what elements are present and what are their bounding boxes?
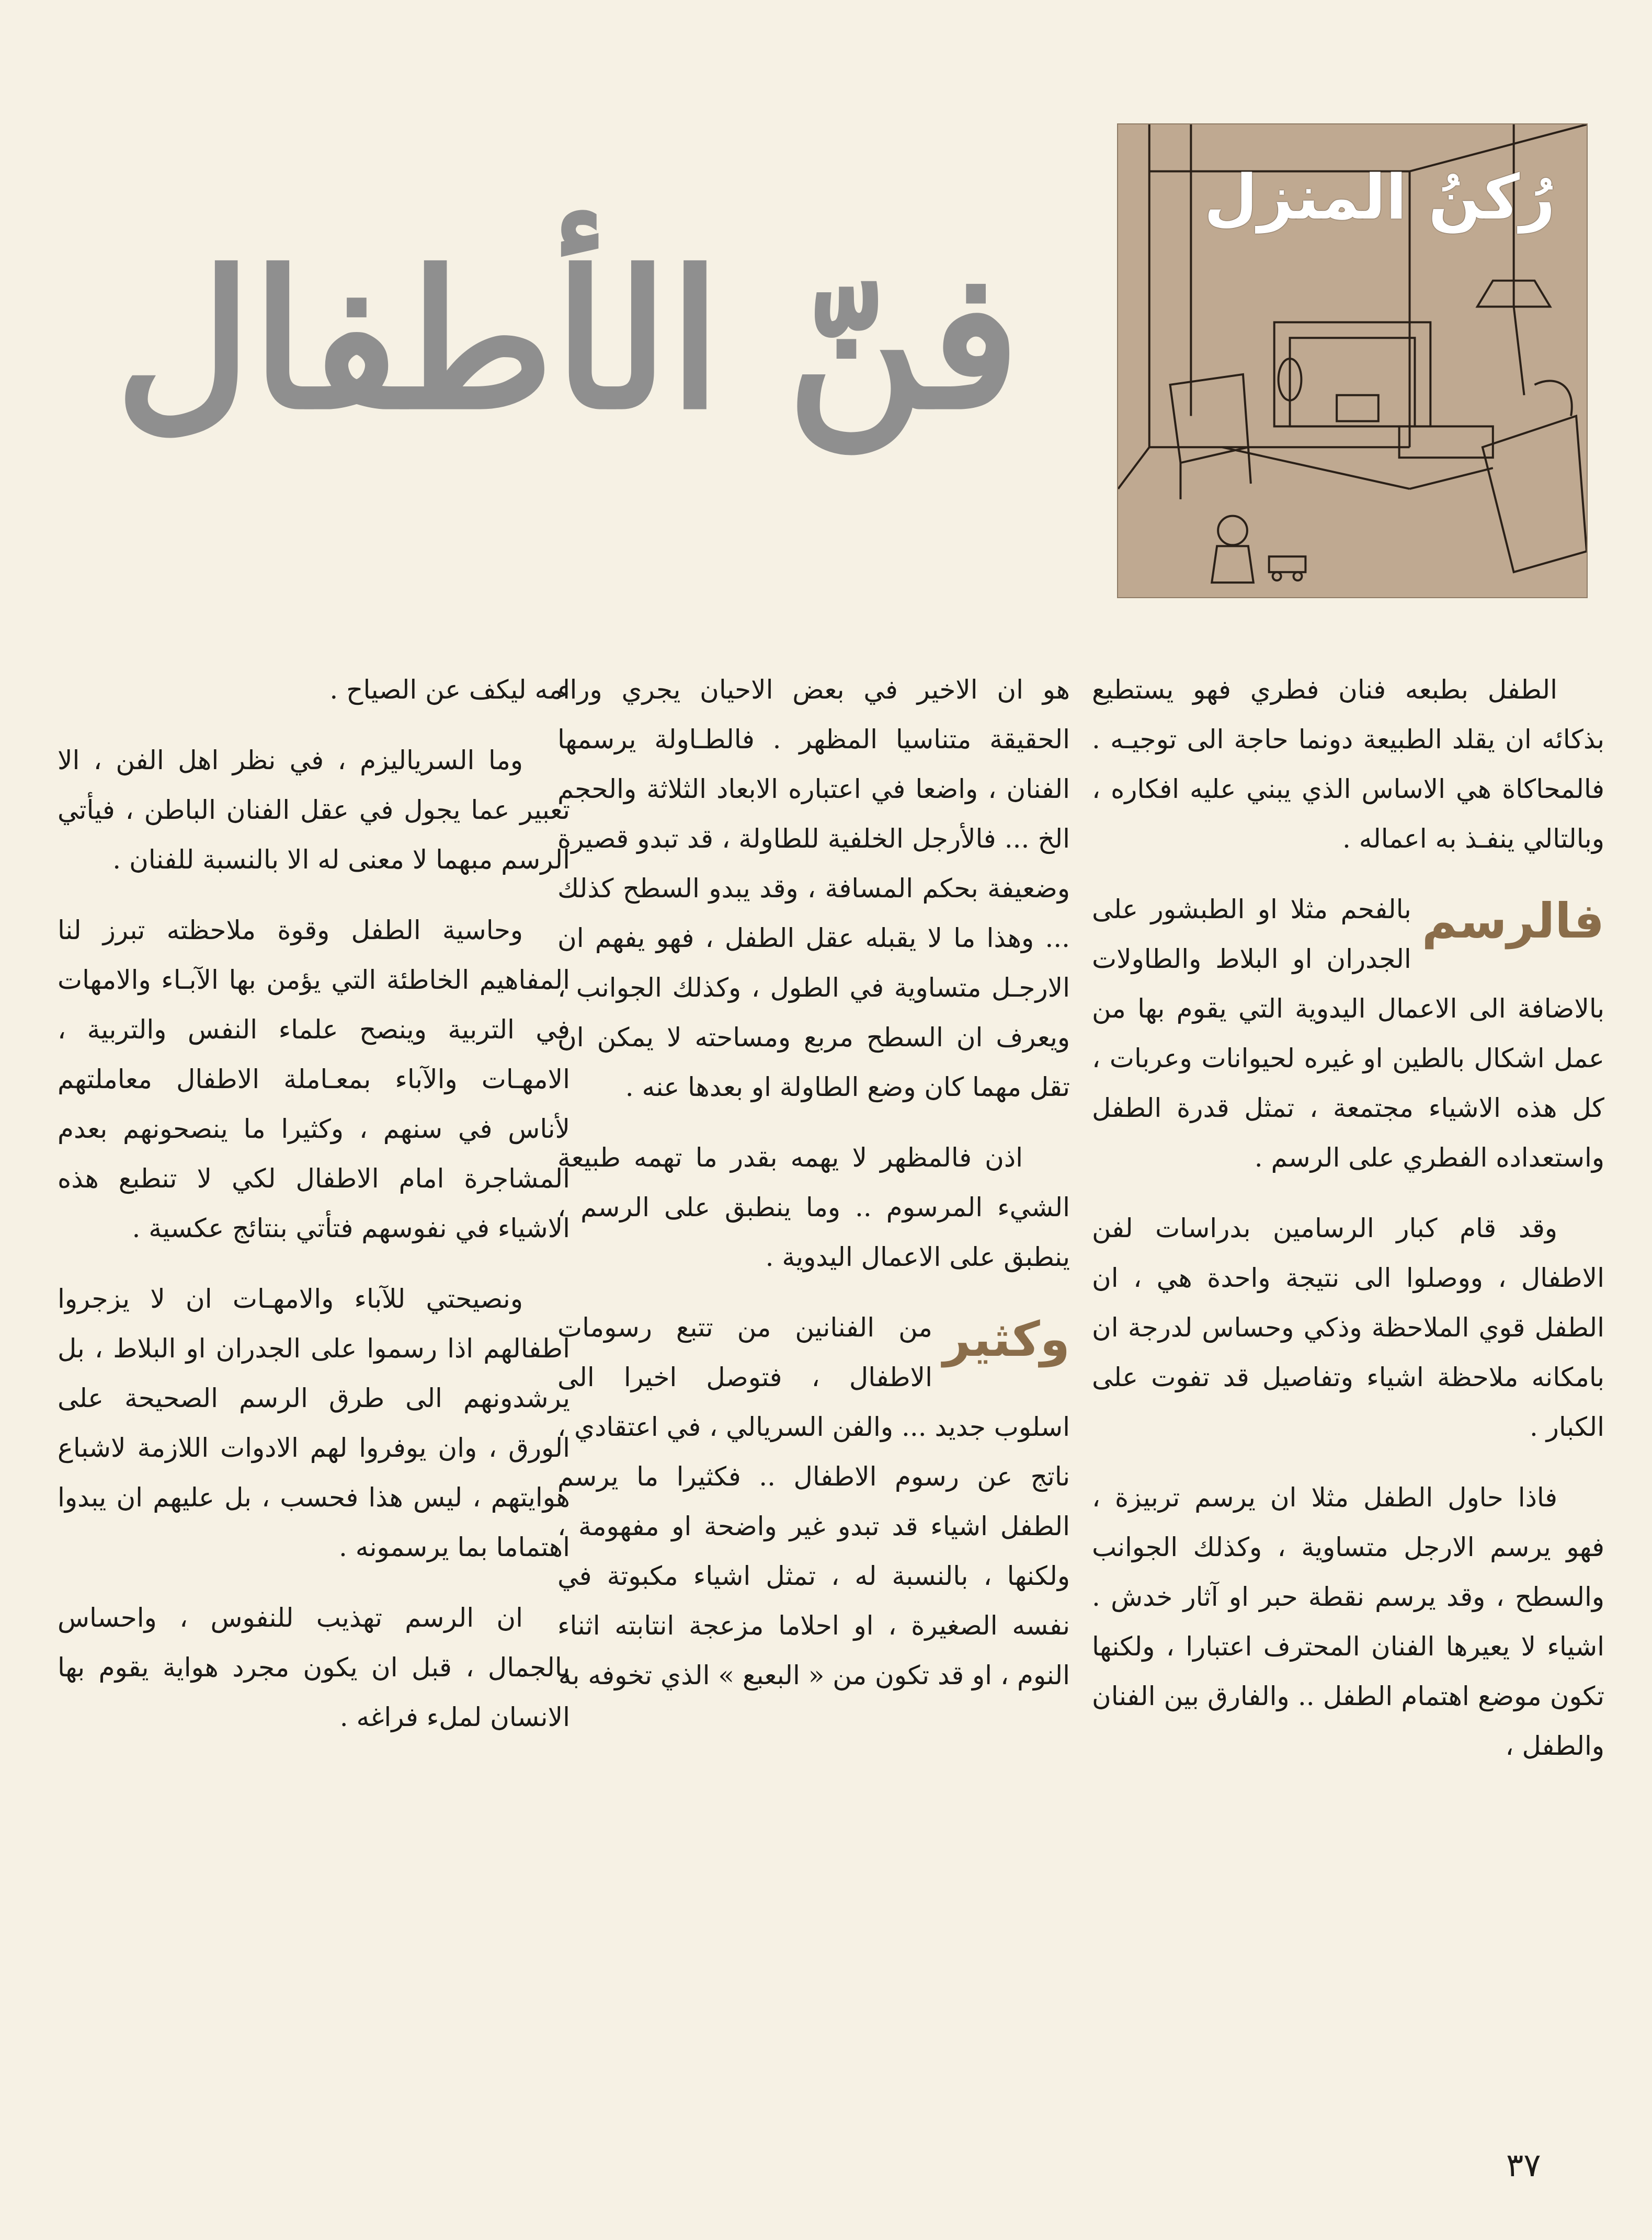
side-heading: وكثير <box>942 1311 1070 1367</box>
paragraph-text: من الفنانين من تتبع رسومات الاطفال ، فتوصل اخيرا الى اسلوب جديد ... والفن السريالي ، في اعتقادي ، ناتج عن رسوم الاطفال .. فكثيرا ما يرسم الطفل اشياء قد تبدو غير واضحة او مفهومة ، ولكنها ، بالنسبة له ، تمثل اشياء مكبوتة في نفسه الصغيرة ، او احلاما مزعجة انتابته اثناء النوم ، او قد تكون من « البعبع » الذي تخوفه به <box>557 1312 1070 1690</box>
side-heading: فالرسم <box>1421 893 1604 949</box>
paragraph <box>1092 885 1604 1183</box>
paragraph: وما السرياليزم ، في نظر اهل الفن ، الا تعبير عما يجول في عقل الفنان الباطن ، فيأتي الرسم مبهما لا معنى له الا بالنسبة للفنان . <box>58 745 570 875</box>
paragraph: الطفل بطبعه فنان فطري فهو يستطيع بذكائه ان يقلد الطبيعة دونما حاجة الى توجيـه . فالمحاكاة هي الاساس الذي يبني عليه افكاره ، وبالتالي ينفـذ به اعماله . <box>1092 675 1604 854</box>
paragraph: امه ليكف عن الصياح . <box>329 675 570 705</box>
paragraph: اذن فالمظهر لا يهمه بقدر ما تهمه طبيعة الشيء المرسوم .. وما ينطبق على الرسم ، ينطبق على الاعمال اليدوية . <box>557 1142 1070 1272</box>
paragraph: وحاسية الطفل وقوة ملاحظته تبرز لنا المفاهيم الخاطئة التي يؤمن بها الآبـاء والامهات في التربية وينصح علماء النفس والتربية ، الامهـات والآباء بمعـاملة الاطفال معاملتهم لأناس في سنهم ، وكثيرا ما ينصحونهم بعدم المشاجرة امام الاطفال لكي لا تنطبع هذه الاشياء في نفوسهم فتأتي بنتائج عكسية . <box>58 915 570 1243</box>
main-title: فنّ الأطفال <box>115 229 1020 451</box>
paragraph <box>557 1303 1070 1700</box>
article-column-left <box>58 665 570 1763</box>
living-room-illustration <box>1117 123 1588 598</box>
page-number: ٣٧ <box>1506 2146 1541 2184</box>
paragraph: ونصيحتي للآباء والامهـات ان لا يزجروا اطفالهم اذا رسموا على الجدران او البلاط ، بل يرشدونهم الى طرق الرسم الصحيحة على الورق ، وان يوفروا لهم الادوات اللازمة لاشباع هوايتهم ، ليس هذا فحسب ، بل عليهم ان يبدوا اهتماما بما يرسمونه . <box>58 1284 570 1562</box>
paragraph: وقد قام كبار الرسامين بدراسات لفن الاطفال ، ووصلوا الى نتيجة واحدة هي ، ان الطفل قوي الملاحظة وذكي وحساس لدرجة ان بامكانه ملاحظة اشياء وتفاصيل قد تفوت على الكبار . <box>1092 1213 1604 1442</box>
paragraph: هو ان الاخير في بعض الاحيان يجري وراء الحقيقة متناسيا المظهر . فالطـاولة يرسمها الفنان ، واضعا في اعتباره الابعاد الثلاثة والحجم الخ ... فالأرجل الخلفية للطاولة ، قد تبدو قصيرة وضعيفة بحكم المسافة ، وقد يبدو السطح كذلك ... وهذا ما لا يقبله عقل الطفل ، فهو يفهم ان الارجـل متساوية في الطول ، وكذلك الجوانب ، ويعرف ان السطح مربع ومساحته لا يمكن ان تقل مهما كان وضع الطاولة او بعدها عنه . <box>557 675 1070 1102</box>
paragraph: فاذا حاول الطفل مثلا ان يرسم تربيزة ، فهو يرسم الارجل متساوية ، وكذلك الجوانب والسطح ، وقد يرسم نقطة حبر او آثار خدش . اشياء لا يعيرها الفنان المحترف اعتبارا ، ولكنها تكون موضع اهتمام الطفل .. والفارق بين الفنان والطفل ، <box>1092 1482 1604 1761</box>
article-column-middle <box>557 665 1070 1721</box>
article-column-right <box>1092 665 1604 1792</box>
paragraph: ان الرسم تهذيب للنفوس ، واحساس بالجمال ، قبل ان يكون مجرد هواية يقوم بها الانسان لملء فراغه . <box>58 1603 570 1732</box>
corner-title: رُكنُ المنزل <box>1204 161 1555 233</box>
paragraph-text: بالفحم مثلا او الطبشور على الجدران او البلاط والطاولات بالاضافة الى الاعمال اليدوية التي يقوم بها من عمل اشكال بالطين او غيره لحيوانات وعربات ، كل هذه الاشياء مجتمعة ، تمثل قدرة الطفل واستعداده الفطري على الرسم . <box>1092 894 1604 1173</box>
